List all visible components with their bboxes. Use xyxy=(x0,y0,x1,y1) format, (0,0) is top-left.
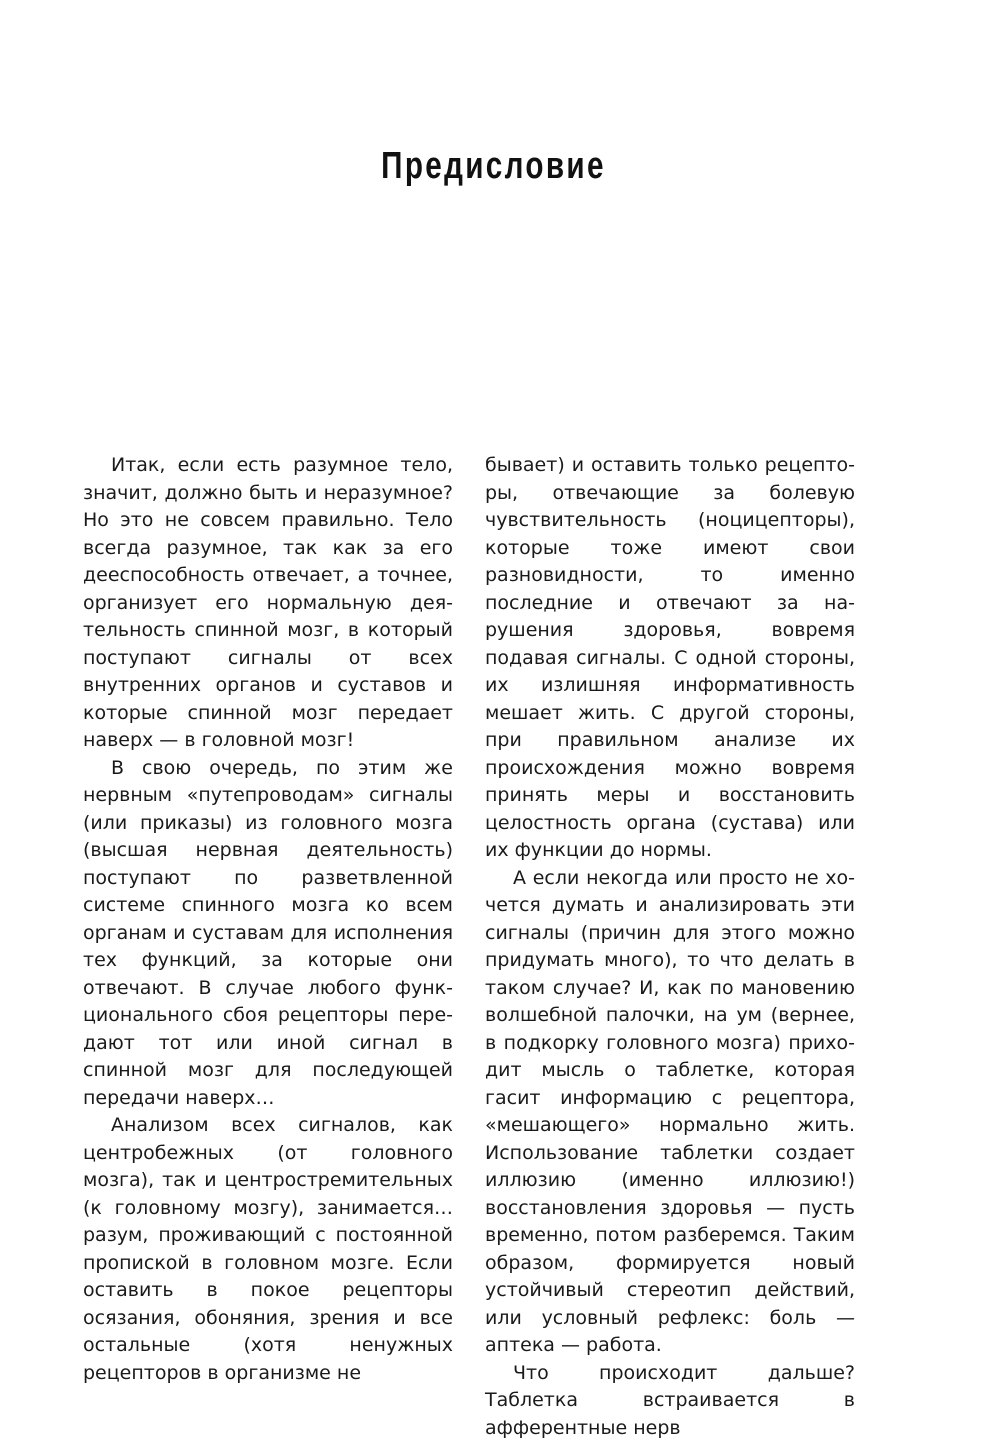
page-title: Предисловие xyxy=(381,145,606,187)
right-column xyxy=(485,452,855,1442)
paragraph: бывает) и оставить только рецепторы, отвечающие за болевую чувствительность (ноцицепторы), которые тоже имеют свои разновидности, то именно последние и отвечают за нарушения здоровья, вовремя подавая сигналы. С одной стороны, их излишняя информативность мешает жить. С другой стороны, при правильном анализе их происхождения можно вовремя принять меры и восстановить целостность органа (сустава) или их функции до нормы. xyxy=(485,454,855,861)
paragraph: Что происходит дальше? Таблетка встраивается в афферентные нерв xyxy=(485,1361,855,1439)
paragraph: В свою очередь, по этим же нервным «путепроводам» сигналы (или приказы) из головного мозга (высшая нервная деятельность) поступают по разветвленной системе спинного мозга ко всем органам и суставам для исполнения тех функций, за которые они отвечают. В случае любого функционального сбоя рецепторы передают тот или иной сигнал в спинной мозг для последующей передачи наверх… xyxy=(83,756,453,1109)
paragraph: Итак, если есть разумное тело, значит, должно быть и неразумное? Но это не совсем правильно. Тело всегда разумное, так как за его дееспособность отвечает, а точнее, организует его нормальную деятельность спинной мозг, в который поступают сигналы от всех внутренних органов и суставов и которые спинной мозг передает наверх — в головной мозг! xyxy=(83,454,453,751)
paragraph: А если некогда или просто не хочется думать и анализировать эти сигналы (причин для этого можно придумать много), то что делать в таком случае? И, как по мановению волшебной палочки, на ум (вернее, в подкорку головного мозга) приходит мысль о таблетке, которая гасит информацию с рецептора, «мешающего» нормально жить. Использование таблетки создает иллюзию (именно иллюзию!) восстановления здоровья — пусть временно, потом разберемся. Таким образом, формируется новый устойчивый стереотип действий, или условный рефлекс: боль — аптека — работа. xyxy=(485,866,855,1356)
left-column xyxy=(83,452,453,1387)
paragraph: Анализом всех сигналов, как центробежных (от головного мозга), так и центростремительных (к головному мозгу), занимается… разум, проживающий с постоянной пропиской в головном мозге. Если оставить в покое рецепторы осязания, обоняния, зрения и все остальные (хотя ненужных рецепторов в организме не xyxy=(83,1114,453,1384)
